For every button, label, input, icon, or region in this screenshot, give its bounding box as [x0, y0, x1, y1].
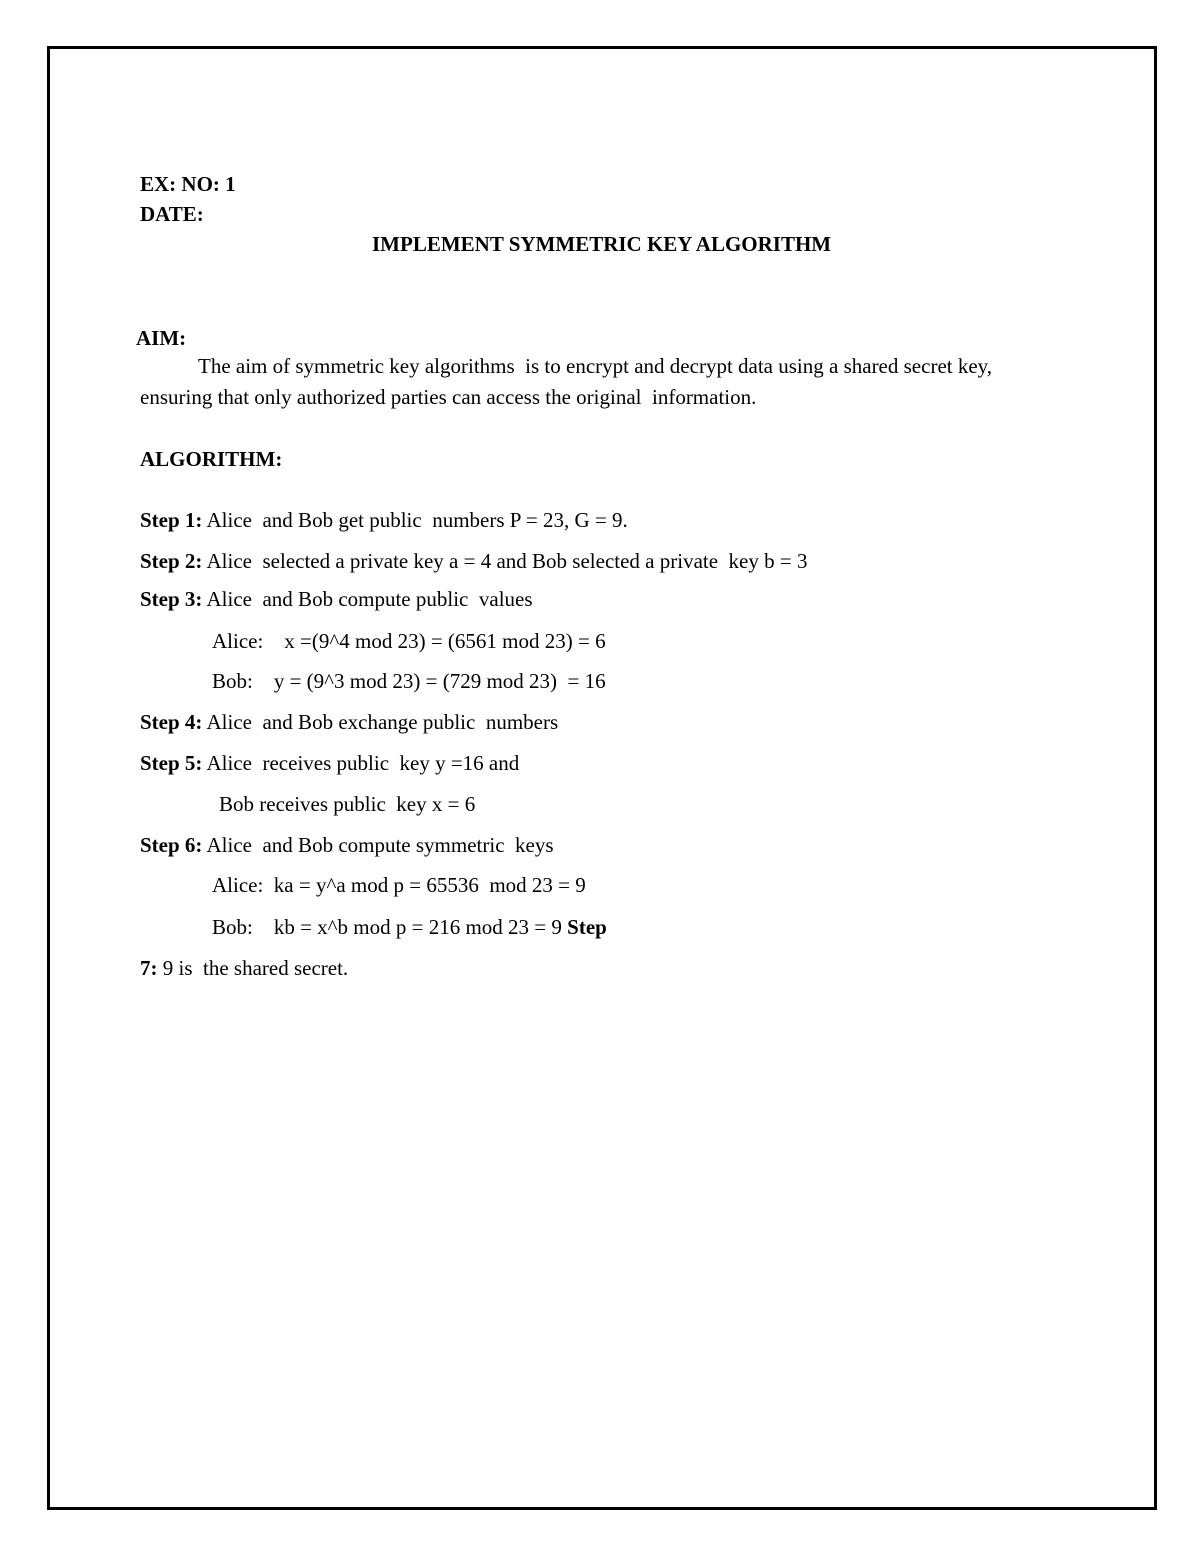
step-5-text: Alice receives public key y =16 and	[202, 751, 520, 775]
step-4-text: Alice and Bob exchange public numbers	[202, 710, 559, 734]
aim-text-line-1: The aim of symmetric key algorithms is to encrypt and decrypt data using a shared secret key,	[198, 354, 993, 378]
step-1-text: Alice and Bob get public numbers P = 23, G = 9.	[202, 508, 628, 532]
step-6	[140, 833, 554, 857]
step-2	[140, 549, 807, 573]
step-2-text: Alice selected a private key a = 4 and Bob selected a private key b = 3	[202, 549, 808, 573]
step-7-label: 7:	[140, 956, 158, 980]
step-5-label: Step 5:	[140, 751, 203, 775]
aim-text-line-2: ensuring that only authorized parties can access the original information.	[140, 385, 757, 409]
step-3-alice: Alice: x =(9^4 mod 23) = (6561 mod 23) = 6	[212, 629, 606, 653]
step-1	[140, 508, 628, 532]
step-5-bob: Bob receives public key x = 6	[219, 792, 476, 816]
step-3-text: Alice and Bob compute public values	[202, 587, 533, 611]
step-5	[140, 751, 519, 775]
page-border	[47, 46, 1157, 1510]
step-2-label: Step 2:	[140, 549, 203, 573]
step-6-alice: Alice: ka = y^a mod p = 65536 mod 23 = 9	[212, 873, 586, 897]
algorithm-heading: ALGORITHM:	[140, 447, 283, 471]
page-title: IMPLEMENT SYMMETRIC KEY ALGORITHM	[372, 232, 832, 256]
step-1-label: Step 1:	[140, 508, 203, 532]
step-3	[140, 587, 533, 611]
date-label: DATE:	[140, 202, 204, 226]
step-6-text: Alice and Bob compute symmetric keys	[202, 833, 554, 857]
step-4	[140, 710, 558, 734]
step-7-text: 9 is the shared secret.	[157, 956, 349, 980]
step-3-label: Step 3:	[140, 587, 203, 611]
step-7-label-part: Step	[567, 915, 607, 939]
step-4-label: Step 4:	[140, 710, 203, 734]
aim-heading: AIM:	[136, 326, 187, 350]
step-6-bob	[212, 915, 607, 939]
exercise-number: EX: NO: 1	[140, 172, 236, 196]
step-6-label: Step 6:	[140, 833, 203, 857]
step-3-bob: Bob: y = (9^3 mod 23) = (729 mod 23) = 16	[212, 669, 606, 693]
step-6-bob-text: Bob: kb = x^b mod p = 216 mod 23 = 9	[212, 915, 568, 939]
step-7	[140, 956, 348, 980]
